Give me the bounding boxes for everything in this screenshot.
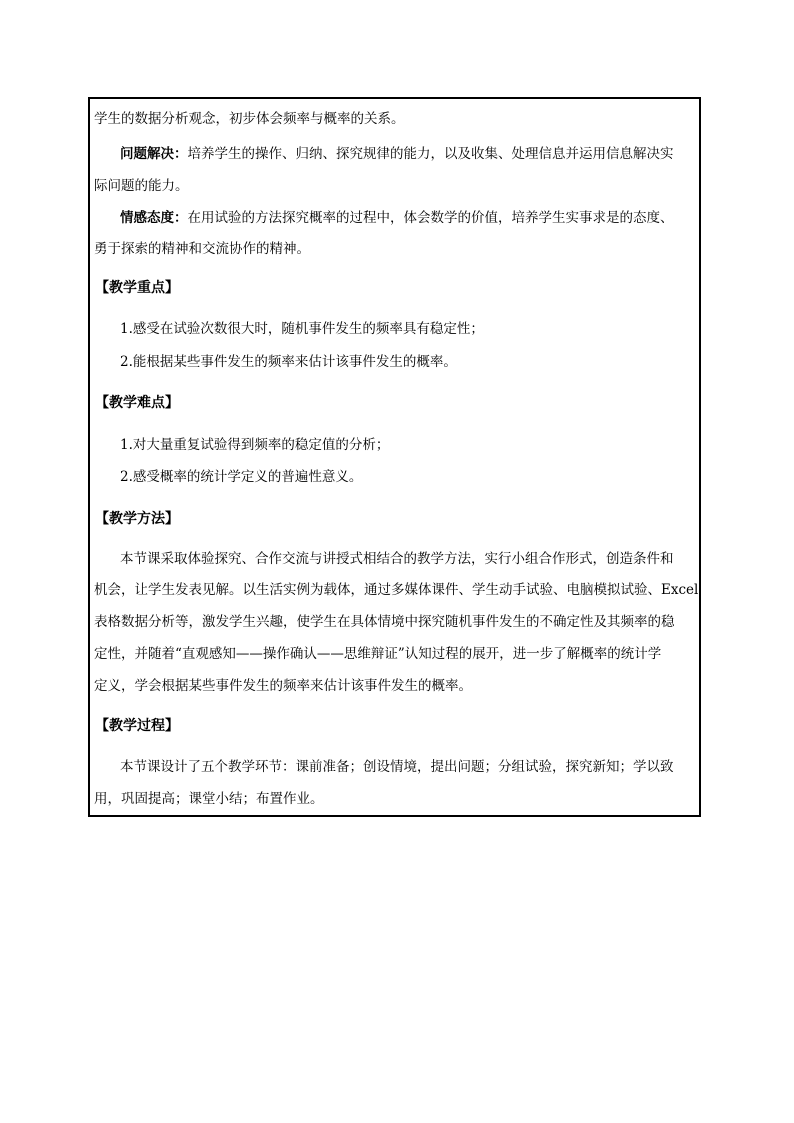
attitude-paragraph [120,209,674,227]
problem-solving-line2: 际问题的能力。 [94,178,189,194]
process-line-1: 本节课设计了五个教学环节：课前准备；创设情境，提出问题；分组试验，探究新知；学以致 [120,759,674,775]
methods-heading: 【教学方法】 [95,511,179,527]
intro-line: 学生的数据分析观念，初步体会频率与概率的关系。 [94,111,405,127]
process-line-2: 用，巩固提高；课堂小结；布置作业。 [94,791,324,807]
attitude-line2: 勇于探索的精神和交流协作的精神。 [94,241,310,257]
difficulties-heading: 【教学难点】 [95,395,179,411]
problem-solving-paragraph [120,145,674,163]
process-heading: 【教学过程】 [95,718,179,734]
attitude-text: 在用试验的方法探究概率的过程中，体会数学的价值，培养学生实事求是的态度、 [187,210,674,226]
key-point-item-1: 1.感受在试验次数很大时，随机事件发生的频率具有稳定性； [120,321,484,337]
methods-line-1: 本节课采取体验探究、合作交流与讲授式相结合的教学方法，实行小组合作形式，创造条件和 [120,551,674,567]
key-point-item-2: 2.能根据某些事件发生的频率来估计该事件发生的概率。 [120,354,457,370]
difficulty-item-1: 1.对大量重复试验得到频率的稳定值的分析； [120,437,390,453]
key-points-heading: 【教学重点】 [95,280,179,296]
content-table-cell [88,97,701,817]
problem-solving-label: 问题解决： [120,146,188,162]
methods-line-3: 表格数据分析等，激发学生兴趣，使学生在具体情境中探究随机事件发生的不确定性及其频率的稳 [94,614,675,630]
difficulty-item-2: 2.感受概率的统计学定义的普遍性意义。 [120,469,363,485]
problem-solving-text: 培养学生的操作、归纳、探究规律的能力，以及收集、处理信息并运用信息解决实 [187,146,674,162]
attitude-label: 情感态度： [120,210,188,226]
methods-line-2: 机会，让学生发表见解。以生活实例为载体，通过多媒体课件、学生动手试验、电脑模拟试验、Excel [94,582,699,598]
methods-line-4: 定性，并随着“直观感知——操作确认——思维辩证”认知过程的展开，进一步了解概率的统计学 [94,646,662,662]
methods-line-5: 定义，学会根据某些事件发生的频率来估计该事件发生的概率。 [94,678,472,694]
